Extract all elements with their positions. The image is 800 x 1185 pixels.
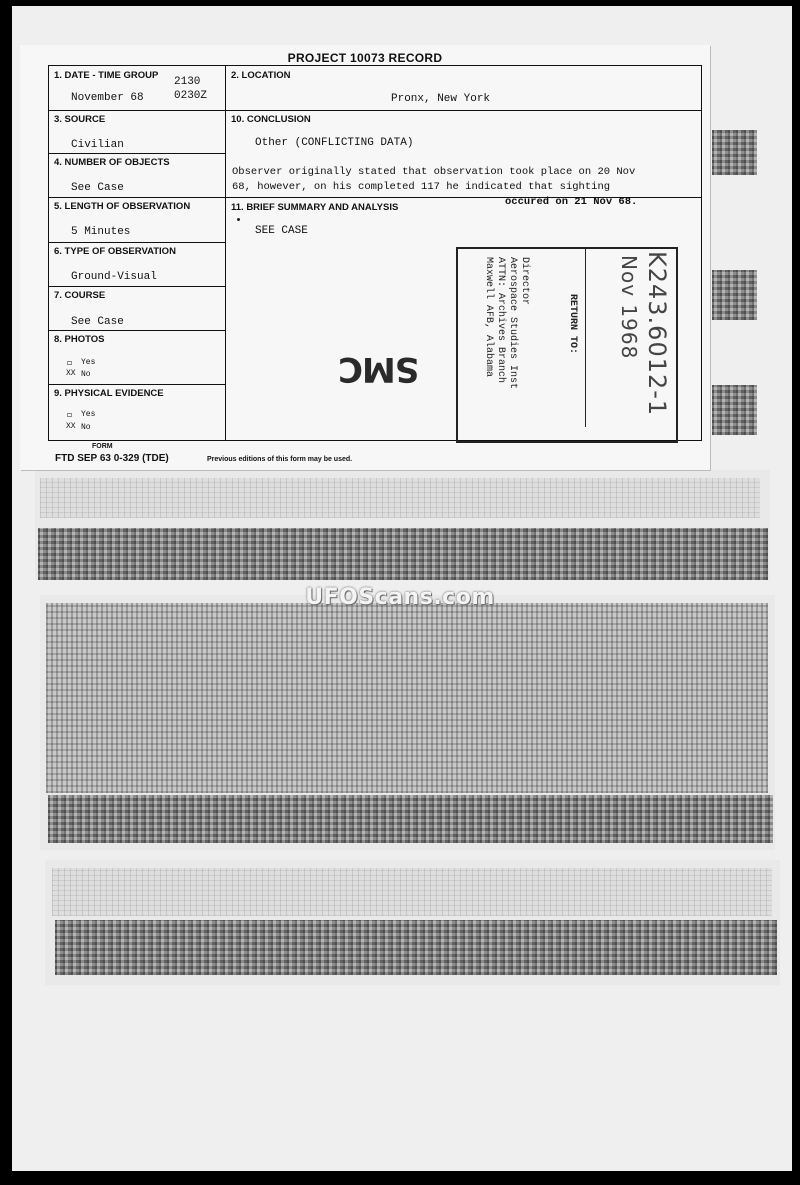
row-divider: [49, 330, 225, 331]
location-value: Pronx, New York: [391, 93, 491, 105]
row-divider: [225, 110, 701, 111]
date-time-local: 2130: [174, 76, 201, 88]
record-title: PROJECT 10073 RECORD: [287, 51, 443, 65]
background-card-2-edge: [48, 795, 773, 843]
photos-yes-label: Yes: [81, 358, 96, 367]
stamp-return-to: RETURN TO:: [567, 294, 578, 355]
background-card-1-edge: [38, 528, 768, 580]
stamp-line-2: Aerospace Studies Inst: [507, 257, 518, 390]
row-divider: [49, 286, 225, 287]
background-card-3-body: [52, 868, 772, 916]
return-to-stamp: [456, 247, 678, 443]
conclusion-note-line-3: occured on 21 Nov 68.: [505, 196, 638, 208]
form-word: FORM: [92, 443, 113, 450]
conclusion-label: 10. CONCLUSION: [231, 114, 311, 125]
background-card-2-body: [46, 603, 768, 793]
row-divider: [49, 384, 225, 385]
background-card-1-body: [40, 478, 760, 518]
stamp-line-4: Maxwell AFB, Alabama: [483, 257, 494, 378]
smc-stamp: SMC: [339, 349, 420, 389]
number-of-objects-label: 4. NUMBER OF OBJECTS: [54, 157, 170, 168]
ink-dot: [237, 218, 240, 221]
physical-evidence-label: 9. PHYSICAL EVIDENCE: [54, 388, 164, 399]
type-of-observation-value: Ground-Visual: [71, 271, 157, 283]
side-card-edge-2: [712, 270, 757, 320]
photos-yes-checkbox: ◻: [67, 359, 72, 368]
physical-evidence-no-label: No: [81, 423, 91, 432]
side-card-edge-1: [712, 130, 757, 175]
row-divider: [49, 110, 225, 111]
record-card: [20, 45, 710, 470]
photos-label: 8. PHOTOS: [54, 334, 105, 345]
handwritten-reference-number: K243.6012-1: [643, 251, 671, 417]
summary-value: SEE CASE: [255, 225, 308, 237]
source-label: 3. SOURCE: [54, 114, 106, 125]
physical-evidence-yes-checkbox: ◻: [67, 411, 72, 420]
date-value: November 68: [71, 92, 144, 104]
row-divider: [49, 242, 225, 243]
length-of-observation-label: 5. LENGTH OF OBSERVATION: [54, 201, 191, 212]
stamp-divider: [585, 249, 586, 427]
date-time-label: 1. DATE - TIME GROUP: [54, 70, 159, 81]
summary-label: 11. BRIEF SUMMARY AND ANALYSIS: [231, 202, 399, 213]
record-form: [48, 65, 702, 441]
conclusion-note-line-2: 68, however, on his completed 117 he indicated that sighting: [232, 181, 611, 193]
length-of-observation-value: 5 Minutes: [71, 226, 131, 238]
source-value: Civilian: [71, 139, 124, 151]
course-value: See Case: [71, 316, 124, 328]
course-label: 7. COURSE: [54, 290, 106, 301]
photos-no-mark: XX: [66, 369, 76, 378]
form-code: FTD SEP 63 0-329 (TDE): [55, 453, 169, 464]
handwritten-date: Nov 1968: [617, 255, 641, 360]
column-divider: [225, 66, 226, 440]
conclusion-value: Other (CONFLICTING DATA): [255, 137, 414, 149]
physical-evidence-no-mark: XX: [66, 422, 76, 431]
photos-no-label: No: [81, 370, 91, 379]
location-label: 2. LOCATION: [231, 70, 291, 81]
physical-evidence-yes-label: Yes: [81, 410, 96, 419]
row-divider: [49, 197, 225, 198]
stamp-line-1: Director: [519, 257, 530, 306]
type-of-observation-label: 6. TYPE OF OBSERVATION: [54, 246, 176, 257]
background-card-3-edge: [55, 920, 777, 975]
stamp-line-3: ATTN: Archives Branch: [495, 257, 506, 384]
row-divider: [49, 153, 225, 154]
side-card-edge-3: [712, 385, 757, 435]
site-watermark: UFOScans.com: [305, 585, 495, 610]
date-time-zulu: 0230Z: [174, 90, 208, 102]
number-of-objects-value: See Case: [71, 182, 124, 194]
form-note: Previous editions of this form may be used.: [207, 456, 353, 463]
conclusion-note-line-1: Observer originally stated that observation took place on 20 Nov: [232, 166, 636, 178]
